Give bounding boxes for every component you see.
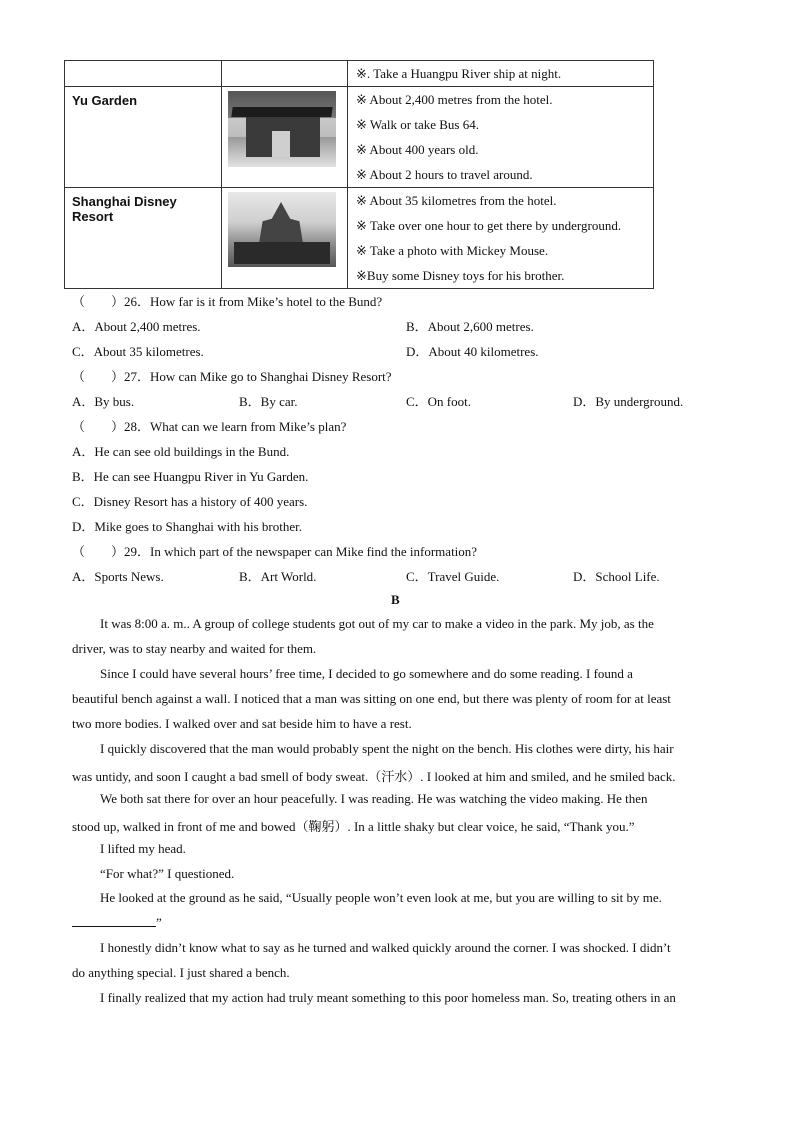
section-heading: B [391, 592, 400, 607]
note-line: ※ About 2 hours to travel around. [356, 167, 533, 182]
travel-plan-table [64, 60, 654, 289]
answer-option[interactable]: B．Art World. [239, 569, 317, 584]
note-line: ※. Take a Huangpu River ship at night. [356, 66, 562, 81]
place-name-cell [65, 61, 222, 87]
disney-resort-photo [228, 192, 336, 267]
paragraph-line: He looked at the ground as he said, “Usually people won’t even look at me, but you are willing to sit by me. [100, 890, 662, 905]
blank-underline[interactable] [72, 912, 156, 927]
question-stem: （ ）26．How far is it from Mike’s hotel to the Bund? [72, 294, 383, 309]
question-stem: （ ）27．How can Mike go to Shanghai Disney Resort? [72, 369, 392, 384]
paragraph-line: two more bodies. I walked over and sat beside him to have a rest. [72, 716, 412, 731]
yu-garden-photo [228, 91, 336, 167]
paragraph-line: I quickly discovered that the man would probably spent the night on the bench. His clothes were dirty, his hair [100, 741, 674, 756]
photo-cell [222, 87, 348, 188]
paragraph-line: It was 8:00 a. m.. A group of college students got out of my car to make a video in the park. My job, as the [100, 616, 654, 631]
question-stem: （ ）29．In which part of the newspaper can Mike find the information? [72, 544, 478, 559]
question-stem: （ ）28．What can we learn from Mike’s plan? [72, 419, 347, 434]
table-row [65, 61, 654, 87]
photo-cell [222, 188, 348, 289]
paragraph-line: beautiful bench against a wall. I noticed that a man was sitting on one end, but there was plenty of room for at least [72, 691, 671, 706]
photo-cell [222, 61, 348, 87]
note-line: ※ Walk or take Bus 64. [356, 117, 479, 132]
answer-option[interactable]: C．About 35 kilometres. [72, 344, 204, 359]
notes-cell [348, 188, 654, 289]
answer-option[interactable]: A．By bus. [72, 394, 135, 409]
paragraph-line: I finally realized that my action had truly meant something to this poor homeless man. So, treating others in an [100, 990, 676, 1005]
table-row [65, 188, 654, 289]
note-line: ※ About 35 kilometres from the hotel. [356, 193, 557, 208]
note-line: ※ About 400 years old. [356, 142, 479, 157]
answer-option[interactable]: B．About 2,600 metres. [406, 319, 534, 334]
closing-quote: ” [156, 915, 162, 930]
notes-cell [348, 61, 654, 87]
place-name-cell: Shanghai Disney Resort [65, 188, 222, 289]
note-line: ※ Take over one hour to get there by underground. [356, 218, 622, 233]
answer-option[interactable]: C．Travel Guide. [406, 569, 500, 584]
paragraph-line: “For what?” I questioned. [100, 866, 235, 881]
note-line: ※ Take a photo with Mickey Mouse. [356, 243, 549, 258]
answer-option[interactable]: D．School Life. [573, 569, 660, 584]
answer-option[interactable]: A．Sports News. [72, 569, 164, 584]
table-row [65, 87, 654, 188]
answer-option[interactable]: A．He can see old buildings in the Bund. [72, 444, 290, 459]
note-line: ※ About 2,400 metres from the hotel. [356, 92, 553, 107]
answer-option[interactable]: A．About 2,400 metres. [72, 319, 201, 334]
place-name-cell: Yu Garden [65, 87, 222, 188]
paragraph-line: I honestly didn’t know what to say as he turned and walked quickly around the corner. I was shocked. I didn’t [100, 940, 671, 955]
answer-blank-line[interactable] [72, 912, 162, 931]
paragraph-line: do anything special. I just shared a bench. [72, 965, 290, 980]
note-line: ※Buy some Disney toys for his brother. [356, 268, 565, 283]
paragraph-line: driver, was to stay nearby and waited for them. [72, 641, 317, 656]
answer-option[interactable]: C．Disney Resort has a history of 400 years. [72, 494, 308, 509]
answer-option[interactable]: B．He can see Huangpu River in Yu Garden. [72, 469, 309, 484]
answer-option[interactable]: D．By underground. [573, 394, 684, 409]
paragraph-line: I lifted my head. [100, 841, 186, 856]
answer-option[interactable]: B．By car. [239, 394, 298, 409]
answer-option[interactable]: C．On foot. [406, 394, 472, 409]
answer-option[interactable]: D．Mike goes to Shanghai with his brother. [72, 519, 303, 534]
paragraph-line: stood up, walked in front of me and bowed（鞠躬）. In a little shaky but clear voice, he said, “Thank you.” [72, 819, 635, 834]
paragraph-line: We both sat there for over an hour peacefully. I was reading. He was watching the video making. He then [100, 791, 648, 806]
answer-option[interactable]: D．About 40 kilometres. [406, 344, 539, 359]
notes-cell [348, 87, 654, 188]
paragraph-line: was untidy, and soon I caught a bad smell of body sweat.（汗水）. I looked at him and smiled, and he smiled back. [72, 769, 676, 784]
paragraph-line: Since I could have several hours’ free time, I decided to go somewhere and do some reading. I found a [100, 666, 633, 681]
